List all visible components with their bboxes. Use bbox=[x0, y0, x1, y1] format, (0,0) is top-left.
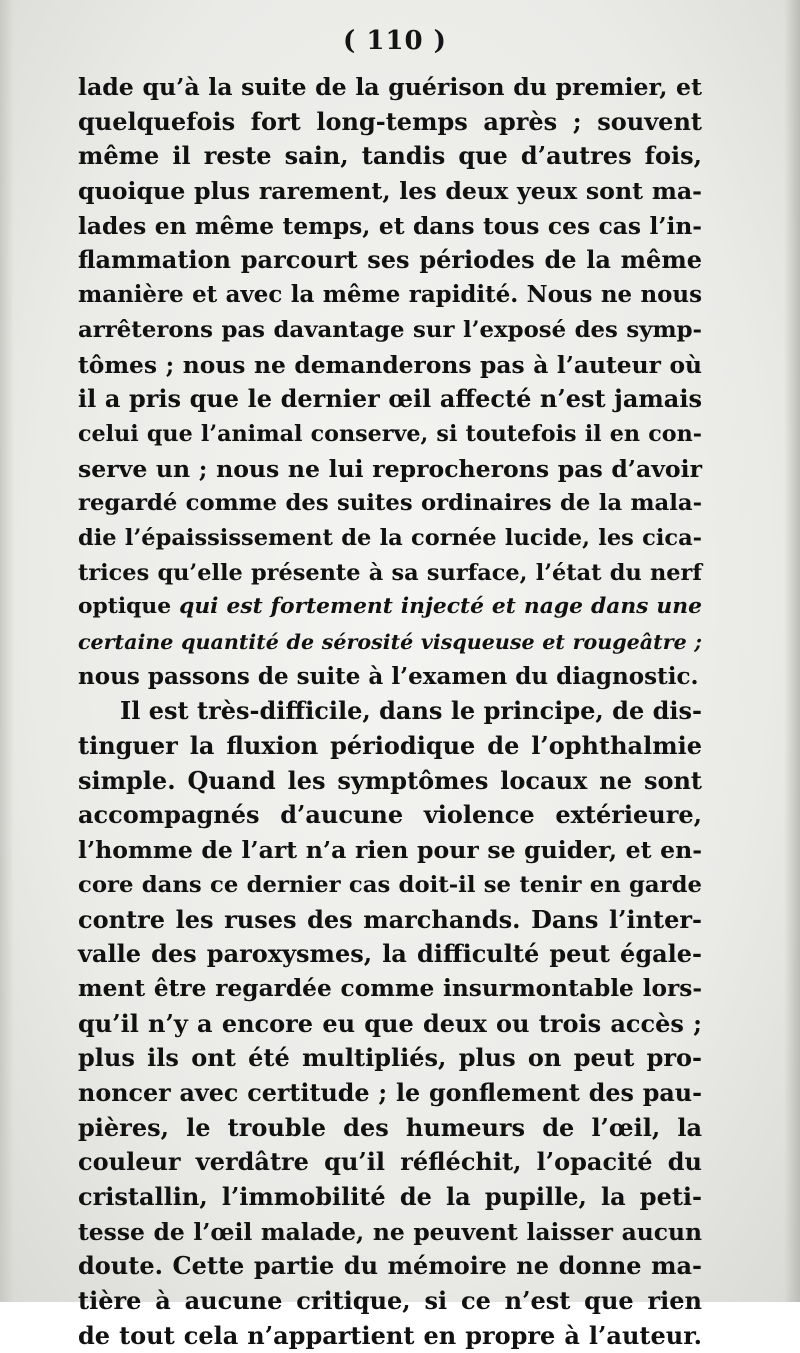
text-line: noncer avec certitude ; le gonflement des pau- bbox=[78, 1078, 702, 1107]
page-right-shadow bbox=[784, 0, 800, 1302]
text-line: lade qu’à la suite de la guérison du premier, et bbox=[78, 73, 702, 101]
text-line: die l’épaississement de la cornée lucide, les cica- bbox=[78, 524, 702, 551]
text-roman: optique bbox=[78, 594, 172, 620]
text-line: tômes ; nous ne demanderons pas à l’auteur où bbox=[78, 350, 702, 379]
text-line: doute. Cette partie du mémoire ne donne ma- bbox=[78, 1251, 702, 1281]
page-left-shadow bbox=[0, 0, 14, 1302]
text-line: valle des paroxysmes, la difficulté peut égale- bbox=[78, 939, 702, 969]
text-line: il a pris que le dernier œil affecté n’est jamais bbox=[78, 384, 702, 414]
text-line: regardé comme des suites ordinaires de la mala- bbox=[78, 490, 702, 517]
text-line: flammation parcourt ses périodes de la même bbox=[78, 245, 702, 275]
text-line: pières, le trouble des humeurs de l’œil, la bbox=[78, 1112, 702, 1142]
text-line: plus ils ont été multipliés, plus on peut pro- bbox=[78, 1043, 702, 1073]
text-line: celui que l’animal conserve, si toutefois il en con- bbox=[78, 420, 702, 447]
text-line: arrêterons pas davantage sur l’exposé des symp- bbox=[78, 316, 702, 343]
text-line: tesse de l’œil malade, ne peuvent laisser aucun bbox=[78, 1217, 702, 1246]
text-line: quelquefois fort long-temps après ; souvent bbox=[78, 106, 702, 136]
text-line: qu’il n’y a encore eu que deux ou trois accès ; bbox=[78, 1008, 702, 1038]
text-line: trices qu’elle présente à sa surface, l’état du nerf bbox=[78, 559, 702, 586]
text-line: l’homme de l’art n’a rien pour se guider, et en- bbox=[78, 836, 702, 865]
text-line: accompagnés d’aucune violence extérieure, bbox=[78, 800, 702, 830]
text-line: contre les ruses des marchands. Dans l’inter- bbox=[78, 904, 702, 934]
text-line: simple. Quand les symptômes locaux ne sont bbox=[78, 765, 702, 795]
text-line: serve un ; nous ne lui reprocherons pas d’avoir bbox=[78, 454, 702, 483]
text-line: tière à aucune critique, si ce n’est que rien bbox=[78, 1286, 702, 1316]
text-line: tinguer la fluxion périodique de l’ophthalmie bbox=[78, 731, 702, 761]
text-line-mixed bbox=[78, 590, 702, 625]
text-line: cristallin, l’immobilité de la pupille, la peti- bbox=[78, 1182, 702, 1211]
text-line: de tout cela n’appartient en propre à l’auteur. bbox=[78, 1320, 702, 1350]
paragraph-start-line: Il est très-difficile, dans le principe, de dis- bbox=[120, 696, 702, 726]
text-line: quoique plus rarement, les deux yeux sont ma- bbox=[78, 177, 702, 206]
text-line: même il reste sain, tandis que d’autres fois, bbox=[78, 141, 702, 171]
text-italic: certaine quantité de sérosité visqueuse et rougeâtre ; bbox=[78, 630, 702, 654]
text-line: lades en même temps, et dans tous ces cas l’in- bbox=[78, 211, 702, 240]
text-line: ment être regardée comme insurmontable lors- bbox=[78, 974, 702, 1002]
text-line-italic bbox=[78, 625, 702, 660]
text-line: core dans ce dernier cas doit-il se tenir en garde bbox=[78, 871, 702, 898]
body-text bbox=[78, 70, 702, 1353]
text-line: couleur verdâtre qu’il réfléchit, l’opacité du bbox=[78, 1147, 702, 1177]
paragraph-end-line: nous passons de suite à l’examen du diagnostic. bbox=[78, 662, 699, 690]
text-italic: qui est fortement injecté et nage dans une bbox=[179, 594, 702, 620]
page-number: ( 110 ) bbox=[343, 26, 447, 56]
text-line: manière et avec la même rapidité. Nous ne nous bbox=[78, 281, 702, 309]
